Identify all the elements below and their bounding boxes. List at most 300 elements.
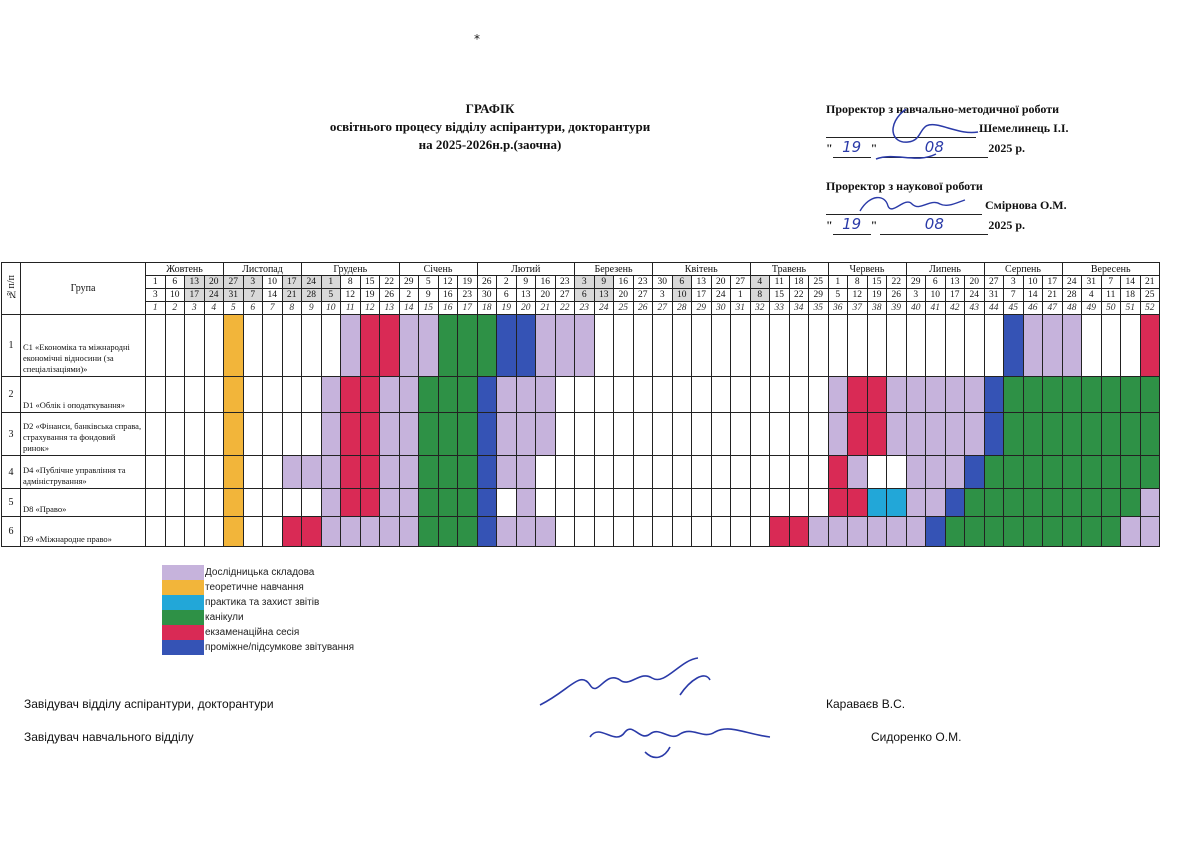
schedule-cell (633, 456, 653, 489)
schedule-cell (360, 456, 380, 489)
week-start-day: 3 (575, 276, 595, 289)
schedule-cell (848, 489, 868, 517)
schedule-cell (711, 315, 731, 377)
schedule-cell (965, 489, 985, 517)
week-start-day: 17 (1043, 276, 1063, 289)
week-start-day: 10 (1023, 276, 1043, 289)
month-header: Травень (750, 263, 828, 276)
table-row (2, 413, 1160, 456)
week-start-day: 23 (633, 276, 653, 289)
schedule-cell (497, 315, 517, 377)
schedule-cell (1023, 456, 1043, 489)
legend (162, 565, 354, 655)
group-name: D8 «Право» (21, 489, 146, 517)
schedule-cell (1121, 489, 1141, 517)
week-end-day: 26 (380, 289, 400, 302)
title-line-3: на 2025-2026н.р.(заочна) (418, 137, 562, 152)
schedule-cell (1023, 315, 1043, 377)
month-header: Березень (575, 263, 653, 276)
schedule-cell (1023, 517, 1043, 547)
group-name: D1 «Облік і оподаткування» (21, 377, 146, 413)
schedule-cell (477, 489, 497, 517)
table-row (2, 517, 1160, 547)
week-number: 26 (633, 302, 653, 315)
schedule-cell (341, 456, 361, 489)
schedule-cell (1043, 315, 1063, 377)
week-start-day: 20 (965, 276, 985, 289)
legend-label: Дослідницька складова (205, 567, 315, 578)
week-start-day: 6 (926, 276, 946, 289)
week-end-day: 22 (789, 289, 809, 302)
schedule-cell (984, 413, 1004, 456)
schedule-cell (321, 377, 341, 413)
schedule-cell (477, 413, 497, 456)
schedule-cell (633, 517, 653, 547)
week-end-day: 27 (555, 289, 575, 302)
table-row (2, 489, 1160, 517)
week-number: 35 (809, 302, 829, 315)
schedule-cell (1043, 413, 1063, 456)
footer-title-1: Завідувач відділу аспірантури, докторантури (24, 697, 274, 711)
week-start-day: 29 (399, 276, 419, 289)
schedule-cell (458, 517, 478, 547)
schedule-cell (224, 377, 244, 413)
schedule-cell (731, 456, 751, 489)
schedule-cell (224, 489, 244, 517)
schedule-cell (360, 377, 380, 413)
schedule-cell (185, 315, 205, 377)
approval-role: Проректор з наукової роботи (826, 179, 983, 193)
week-number: 46 (1023, 302, 1043, 315)
row-number: 4 (2, 456, 21, 489)
schedule-cell (458, 489, 478, 517)
week-end-day: 21 (1043, 289, 1063, 302)
row-number: 1 (2, 315, 21, 377)
week-start-day: 14 (1121, 276, 1141, 289)
schedule-cell (341, 517, 361, 547)
schedule-cell (672, 517, 692, 547)
document-title (270, 100, 710, 154)
schedule-cell (204, 315, 224, 377)
schedule-cell (185, 413, 205, 456)
schedule-cell (263, 489, 283, 517)
row-number: 3 (2, 413, 21, 456)
week-end-day: 8 (750, 289, 770, 302)
schedule-cell (419, 413, 439, 456)
month-header: Вересень (1062, 263, 1160, 276)
week-number: 28 (672, 302, 692, 315)
schedule-cell (984, 377, 1004, 413)
schedule-cell (477, 456, 497, 489)
schedule-cell (536, 377, 556, 413)
schedule-cell (867, 377, 887, 413)
column-header-number (2, 263, 21, 315)
week-end-day: 12 (848, 289, 868, 302)
approval-role: Проректор з навчально-методичної роботи (826, 102, 1060, 116)
week-number: 19 (497, 302, 517, 315)
schedule-cell (360, 413, 380, 456)
schedule-cell (1140, 517, 1160, 547)
schedule-cell (243, 456, 263, 489)
week-number: 44 (984, 302, 1004, 315)
week-start-day: 8 (848, 276, 868, 289)
schedule-cell (614, 315, 634, 377)
week-start-day: 6 (165, 276, 185, 289)
schedule-cell (1023, 489, 1043, 517)
schedule-cell (516, 377, 536, 413)
schedule-cell (341, 489, 361, 517)
approval-block-2: Проректор з наукової роботи Смірнова О.М. " 19 " 08 2025 р. (826, 177, 1126, 234)
schedule-cell (341, 377, 361, 413)
schedule-cell (770, 456, 790, 489)
schedule-cell (1062, 517, 1082, 547)
schedule-cell (653, 315, 673, 377)
week-start-day: 3 (1004, 276, 1024, 289)
schedule-cell (516, 315, 536, 377)
schedule-cell (809, 489, 829, 517)
week-end-day: 25 (1140, 289, 1160, 302)
schedule-cell (731, 315, 751, 377)
schedule-cell (282, 377, 302, 413)
schedule-cell (594, 315, 614, 377)
schedule-cell (770, 517, 790, 547)
approver-name: Смірнова О.М. (985, 198, 1067, 212)
schedule-cell (1062, 456, 1082, 489)
schedule-cell (672, 489, 692, 517)
week-end-day: 3 (906, 289, 926, 302)
schedule-cell (867, 315, 887, 377)
schedule-cell (828, 489, 848, 517)
schedule-cell (516, 489, 536, 517)
schedule-cell (887, 489, 907, 517)
schedule-cell (867, 413, 887, 456)
schedule-cell (282, 413, 302, 456)
week-number: 43 (965, 302, 985, 315)
week-start-day: 11 (770, 276, 790, 289)
schedule-cell (848, 456, 868, 489)
schedule-cell (204, 517, 224, 547)
schedule-cell (1062, 315, 1082, 377)
week-end-day: 5 (321, 289, 341, 302)
schedule-cell (243, 517, 263, 547)
schedule-cell (945, 456, 965, 489)
week-start-day: 19 (458, 276, 478, 289)
schedule-cell (1121, 456, 1141, 489)
schedule-cell (1004, 315, 1024, 377)
schedule-cell (1082, 489, 1102, 517)
schedule-cell (302, 315, 322, 377)
schedule-cell (906, 315, 926, 377)
schedule-cell (848, 377, 868, 413)
title-line-1: ГРАФІК (465, 101, 515, 116)
schedule-cell (204, 377, 224, 413)
schedule-cell (555, 517, 575, 547)
week-end-day: 15 (770, 289, 790, 302)
schedule-cell (380, 377, 400, 413)
schedule-cell (984, 456, 1004, 489)
legend-swatch (162, 580, 204, 595)
week-number: 5 (224, 302, 244, 315)
schedule-cell (399, 489, 419, 517)
week-end-day: 20 (536, 289, 556, 302)
schedule-cell (341, 315, 361, 377)
schedule-cell (282, 517, 302, 547)
schedule-cell (399, 413, 419, 456)
schedule-cell (575, 489, 595, 517)
legend-swatch (162, 640, 204, 655)
month-header: Листопад (224, 263, 302, 276)
week-end-day: 5 (828, 289, 848, 302)
schedule-cell (536, 456, 556, 489)
week-end-day: 26 (887, 289, 907, 302)
schedule-cell (1062, 413, 1082, 456)
footer-name-1: Караваєв В.С. (826, 697, 906, 711)
schedule-cell (614, 377, 634, 413)
schedule-cell (906, 377, 926, 413)
schedule-cell (536, 413, 556, 456)
approver-name: Шемелинець І.І. (979, 121, 1069, 135)
week-number: 16 (438, 302, 458, 315)
legend-item (162, 595, 354, 610)
approval-day: 19 (833, 138, 871, 158)
schedule-cell (887, 413, 907, 456)
signature-scribble-vice-rector-2 (850, 186, 970, 226)
month-header: Жовтень (146, 263, 224, 276)
week-end-day: 2 (399, 289, 419, 302)
week-end-day: 17 (185, 289, 205, 302)
schedule-cell (809, 456, 829, 489)
schedule-cell (263, 413, 283, 456)
schedule-cell (692, 413, 712, 456)
schedule-cell (809, 413, 829, 456)
week-end-day: 30 (477, 289, 497, 302)
week-number: 6 (243, 302, 263, 315)
schedule-cell (1023, 413, 1043, 456)
schedule-cell (867, 517, 887, 547)
schedule-cell (731, 377, 751, 413)
week-start-day: 7 (1101, 276, 1121, 289)
schedule-cell (224, 456, 244, 489)
week-start-day: 15 (360, 276, 380, 289)
week-end-day: 19 (867, 289, 887, 302)
week-number: 13 (380, 302, 400, 315)
schedule-cell (1140, 489, 1160, 517)
schedule-cell (711, 489, 731, 517)
week-number: 38 (867, 302, 887, 315)
schedule-cell (1062, 377, 1082, 413)
schedule-cell (984, 517, 1004, 547)
schedule-cell (848, 315, 868, 377)
schedule-cell (185, 517, 205, 547)
group-name: D9 «Міжнародне право» (21, 517, 146, 547)
schedule-cell (789, 517, 809, 547)
schedule-cell (1082, 377, 1102, 413)
schedule-cell (692, 489, 712, 517)
schedule-cell (594, 489, 614, 517)
schedule-cell (692, 456, 712, 489)
week-start-day: 13 (945, 276, 965, 289)
schedule-cell (945, 413, 965, 456)
row-number: 2 (2, 377, 21, 413)
schedule-cell (224, 413, 244, 456)
schedule-cell (672, 315, 692, 377)
schedule-cell (497, 517, 517, 547)
schedule-cell (653, 456, 673, 489)
schedule-cell (906, 517, 926, 547)
signature-scribble-vice-rector-1 (846, 104, 986, 174)
schedule-cell (555, 315, 575, 377)
week-start-day: 1 (828, 276, 848, 289)
week-start-day: 26 (477, 276, 497, 289)
schedule-cell (750, 517, 770, 547)
legend-label: канікули (205, 612, 244, 623)
week-end-day: 13 (516, 289, 536, 302)
week-start-day: 15 (867, 276, 887, 289)
schedule-cell (789, 413, 809, 456)
schedule-cell (731, 413, 751, 456)
schedule-cell (887, 315, 907, 377)
schedule-cell (887, 377, 907, 413)
schedule-cell (497, 377, 517, 413)
week-end-day: 20 (614, 289, 634, 302)
week-start-day: 20 (204, 276, 224, 289)
legend-swatch (162, 610, 204, 625)
schedule-cell (633, 377, 653, 413)
schedule-cell (458, 456, 478, 489)
schedule-cell (731, 489, 751, 517)
month-header: Липень (906, 263, 984, 276)
week-start-day: 9 (516, 276, 536, 289)
week-end-day: 1 (731, 289, 751, 302)
schedule-cell (984, 315, 1004, 377)
schedule-cell (1043, 517, 1063, 547)
schedule-cell (419, 315, 439, 377)
schedule-cell (789, 377, 809, 413)
schedule-cell (945, 377, 965, 413)
week-start-day: 2 (497, 276, 517, 289)
week-number: 11 (341, 302, 361, 315)
schedule-cell (263, 517, 283, 547)
week-end-day: 11 (1101, 289, 1121, 302)
week-number: 29 (692, 302, 712, 315)
approval-day: 19 (833, 215, 871, 235)
schedule-cell (926, 517, 946, 547)
week-number: 33 (770, 302, 790, 315)
week-end-day: 6 (497, 289, 517, 302)
schedule-cell (282, 456, 302, 489)
schedule-cell (926, 377, 946, 413)
schedule-cell (263, 315, 283, 377)
schedule-cell (711, 413, 731, 456)
week-number: 23 (575, 302, 595, 315)
schedule-cell (1101, 489, 1121, 517)
schedule-cell (224, 517, 244, 547)
schedule-cell (302, 456, 322, 489)
schedule-cell (204, 456, 224, 489)
month-header: Квітень (653, 263, 751, 276)
schedule-cell (399, 315, 419, 377)
schedule-cell (848, 517, 868, 547)
schedule-cell (321, 489, 341, 517)
table-row (2, 315, 1160, 377)
schedule-cell (750, 413, 770, 456)
schedule-cell (185, 489, 205, 517)
schedule-cell (926, 315, 946, 377)
schedule-cell (867, 489, 887, 517)
table-row (2, 377, 1160, 413)
schedule-cell (594, 517, 614, 547)
schedule-cell (438, 489, 458, 517)
week-end-day: 4 (1082, 289, 1102, 302)
week-start-day: 24 (302, 276, 322, 289)
week-number: 39 (887, 302, 907, 315)
schedule-cell (575, 315, 595, 377)
week-number: 49 (1082, 302, 1102, 315)
schedule-cell (165, 315, 185, 377)
schedule-cell (185, 456, 205, 489)
schedule-cell (887, 517, 907, 547)
schedule-cell (477, 517, 497, 547)
schedule-cell (965, 413, 985, 456)
week-start-day: 25 (809, 276, 829, 289)
schedule-cell (614, 456, 634, 489)
column-header-group: Група (21, 263, 146, 315)
schedule-cell (789, 456, 809, 489)
schedule-cell (360, 489, 380, 517)
schedule-cell (906, 489, 926, 517)
week-start-day: 1 (321, 276, 341, 289)
schedule-cell (1121, 377, 1141, 413)
schedule-cell (536, 315, 556, 377)
schedule-cell (146, 517, 166, 547)
schedule-cell (165, 489, 185, 517)
schedule-cell (848, 413, 868, 456)
week-number: 47 (1043, 302, 1063, 315)
schedule-cell (809, 377, 829, 413)
schedule-cell (1004, 377, 1024, 413)
schedule-cell (965, 315, 985, 377)
legend-item (162, 565, 354, 580)
week-end-day: 13 (594, 289, 614, 302)
week-end-day: 16 (438, 289, 458, 302)
schedule-cell (360, 517, 380, 547)
schedule-cell (770, 489, 790, 517)
schedule-cell (477, 315, 497, 377)
schedule-cell (282, 489, 302, 517)
week-end-day: 24 (965, 289, 985, 302)
schedule-cell (789, 315, 809, 377)
schedule-cell (575, 377, 595, 413)
week-start-day: 24 (1062, 276, 1082, 289)
schedule-cell (750, 377, 770, 413)
schedule-cell (302, 413, 322, 456)
week-start-day: 21 (1140, 276, 1160, 289)
approval-year: 2025 р. (988, 141, 1026, 155)
schedule-cell (1082, 517, 1102, 547)
schedule-cell (438, 456, 458, 489)
schedule-cell (516, 413, 536, 456)
schedule-cell (614, 517, 634, 547)
schedule-cell (165, 377, 185, 413)
week-number: 32 (750, 302, 770, 315)
week-end-day: 10 (926, 289, 946, 302)
week-end-day: 7 (1004, 289, 1024, 302)
schedule-cell (945, 517, 965, 547)
schedule-cell (399, 377, 419, 413)
schedule-cell (926, 413, 946, 456)
schedule-cell (711, 377, 731, 413)
schedule-cell (458, 377, 478, 413)
